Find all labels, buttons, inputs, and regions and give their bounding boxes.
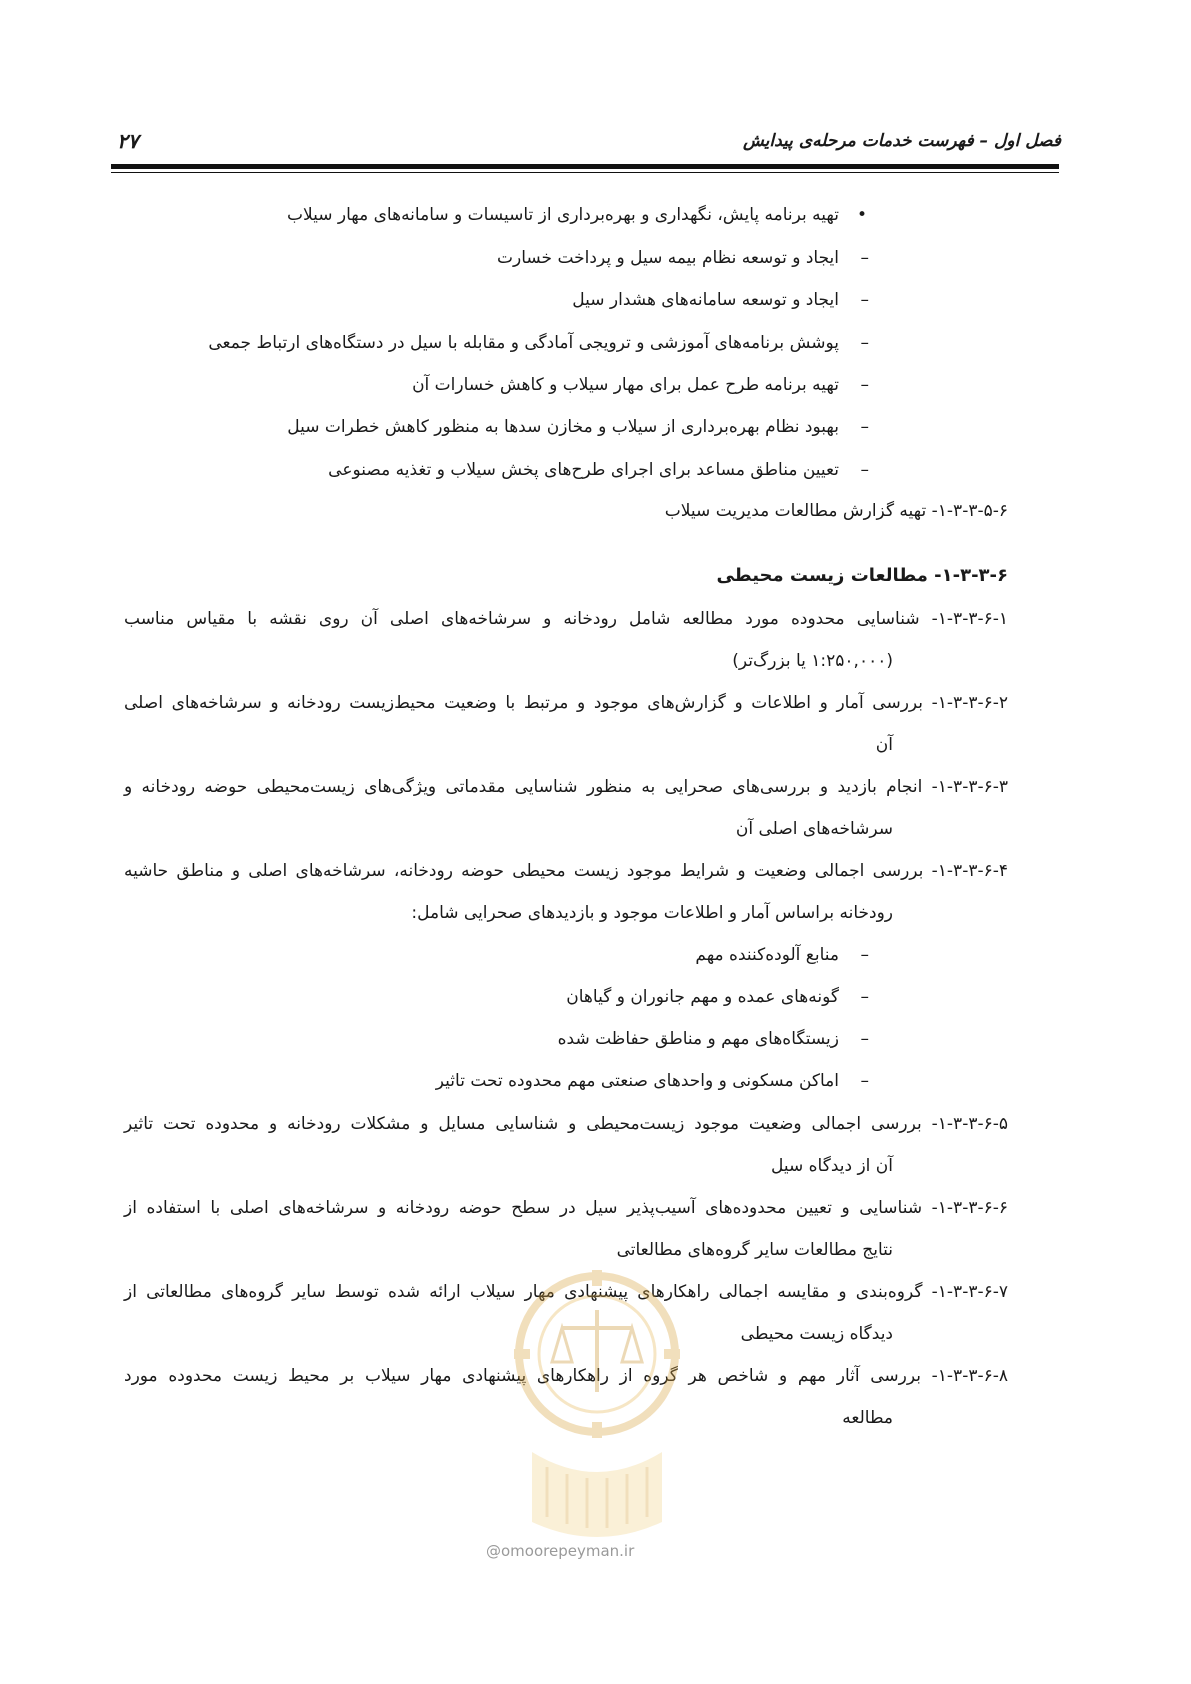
dash-item bbox=[435, 1069, 869, 1093]
chapter-title: فصل اول – فهرست خدمات مرحله‌ی پیدایش bbox=[743, 131, 1061, 151]
dash-marker: – bbox=[860, 333, 869, 353]
item-line: ۱-۳-۳-۶-۸- بررسی آثار مهم و شاخص هر گروه از راهکارهای پیشنهادی مهار سیلاب بر محیط زیست محدوده مورد bbox=[124, 1366, 1008, 1386]
item-line: ۱-۳-۳-۶-۶- شناسایی و تعیین محدوده‌های آسیب‌پذیر سیل در سطح حوضه رودخانه و سرشاخه‌های اصلی با استفاده از bbox=[124, 1198, 1008, 1218]
item-line-cont: آن از دیدگاه سیل bbox=[770, 1156, 893, 1176]
dash-item bbox=[208, 331, 869, 355]
dash-text: تعیین مناطق مساعد برای اجرای طرح‌های پخش سیلاب و تغذیه مصنوعی bbox=[328, 460, 839, 480]
watermark-text: @omoorepeyman.ir bbox=[486, 1542, 635, 1560]
dash-item bbox=[287, 415, 869, 439]
sub-item-6-5-6: ۱-۳-۳-۵-۶- تهیه گزارش مطالعات مدیریت سیلاب bbox=[664, 501, 1008, 521]
dash-text: اماکن مسکونی و واحدهای صنعتی مهم محدوده تحت تاثیر bbox=[435, 1071, 839, 1091]
dash-marker: – bbox=[860, 417, 869, 437]
item-line-cont: سرشاخه‌های اصلی آن bbox=[735, 819, 893, 839]
header-rule-thin bbox=[111, 172, 1059, 173]
bullet-marker: • bbox=[856, 205, 867, 225]
dash-text: بهبود نظام بهره‌برداری از سیلاب و مخازن سدها به منظور کاهش خطرات سیل bbox=[287, 417, 839, 437]
dash-text: تهیه برنامه طرح عمل برای مهار سیلاب و کاهش خسارات آن bbox=[412, 375, 839, 395]
dash-text: ایجاد و توسعه سامانه‌های هشدار سیل bbox=[572, 290, 839, 310]
bullet-text: تهیه برنامه پایش، نگهداری و بهره‌برداری از تاسیسات و سامانه‌های مهار سیلاب bbox=[286, 205, 839, 225]
dash-item bbox=[572, 288, 869, 312]
dash-marker: – bbox=[860, 1029, 869, 1049]
dash-marker: – bbox=[860, 1071, 869, 1091]
item-line-cont: نتایج مطالعات سایر گروه‌های مطالعاتی bbox=[616, 1240, 893, 1260]
dash-item bbox=[557, 1027, 869, 1051]
item-line-cont: (۱:۲۵۰,۰۰۰ یا بزرگ‌تر) bbox=[732, 651, 893, 671]
dash-text: گونه‌های عمده و مهم جانوران و گیاهان bbox=[566, 987, 839, 1007]
dash-marker: – bbox=[860, 460, 869, 480]
header-rule-thick bbox=[111, 164, 1059, 169]
item-line-cont: آن bbox=[875, 735, 893, 755]
item-line: ۱-۳-۳-۶-۳- انجام بازدید و بررسی‌های صحرایی به منظور شناسایی مقدماتی ویژگی‌های زیست‌محیطی حوضه رودخانه و bbox=[124, 777, 1008, 797]
item-line-cont: مطالعه bbox=[842, 1408, 893, 1428]
dash-item bbox=[566, 985, 869, 1009]
item-line: ۱-۳-۳-۶-۱- شناسایی محدوده مورد مطالعه شامل رودخانه و سرشاخه‌های اصلی آن روی نقشه با مقیاس مناسب bbox=[124, 609, 1008, 629]
dash-item bbox=[328, 458, 869, 482]
dash-marker: – bbox=[860, 248, 869, 268]
section-heading: ۱-۳-۳-۶- مطالعات زیست محیطی bbox=[716, 565, 1008, 586]
item-line: ۱-۳-۳-۶-۴- بررسی اجمالی وضعیت و شرایط موجود زیست محیطی حوضه رودخانه، سرشاخه‌های اصلی و مناطق حاشیه bbox=[124, 861, 1008, 881]
dash-marker: – bbox=[860, 375, 869, 395]
item-line: ۱-۳-۳-۶-۲- بررسی آمار و اطلاعات و گزارش‌های موجود و مرتبط با وضعیت محیط‌زیست رودخانه و سرشاخه‌های اصلی bbox=[124, 693, 1008, 713]
dash-item bbox=[496, 246, 869, 270]
watermark-emblem-icon bbox=[492, 1262, 702, 1562]
dash-text: زیستگاه‌های مهم و مناطق حفاظت شده bbox=[557, 1029, 839, 1049]
dash-text: پوشش برنامه‌های آموزشی و ترویجی آمادگی و مقابله با سیل در دستگاه‌های ارتباط جمعی bbox=[208, 333, 839, 353]
dash-marker: – bbox=[860, 945, 869, 965]
dash-marker: – bbox=[860, 290, 869, 310]
dash-text: منابع آلوده‌کننده مهم bbox=[695, 945, 839, 965]
dash-item bbox=[412, 373, 869, 397]
dash-text: ایجاد و توسعه نظام بیمه سیل و پرداخت خسارت bbox=[496, 248, 839, 268]
page-number: ۲۷ bbox=[117, 129, 139, 153]
dash-item bbox=[695, 943, 869, 967]
bullet-item bbox=[286, 203, 867, 227]
item-line: ۱-۳-۳-۶-۵- بررسی اجمالی وضعیت موجود زیست‌محیطی و شناسایی مسایل و مشکلات رودخانه و محدوده تحت تاثیر bbox=[124, 1114, 1008, 1134]
item-line-cont: رودخانه براساس آمار و اطلاعات موجود و بازدیدهای صحرایی شامل: bbox=[411, 903, 893, 923]
item-line: ۱-۳-۳-۶-۷- گروه‌بندی و مقایسه اجمالی راهکارهای پیشنهادی مهار سیلاب ارائه شده توسط سایر گروه‌های مطالعاتی از bbox=[124, 1282, 1008, 1302]
item-line-cont: دیدگاه زیست محیطی bbox=[740, 1324, 893, 1344]
dash-marker: – bbox=[860, 987, 869, 1007]
